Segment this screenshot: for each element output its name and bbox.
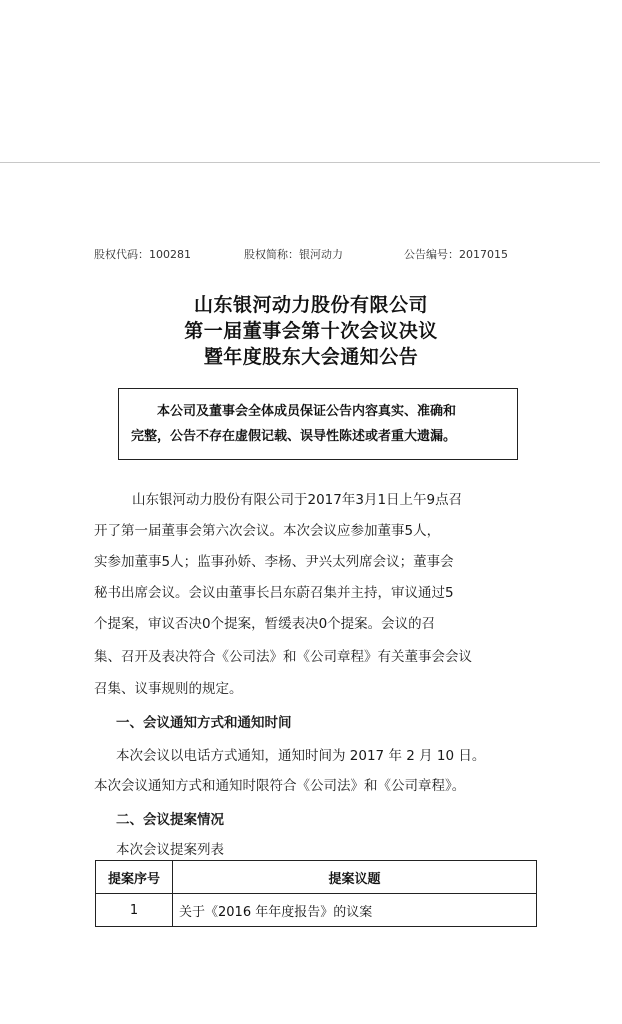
stock-short-name: 股权简称：银河动力 — [244, 248, 343, 261]
notice-box — [118, 388, 518, 460]
paragraph-line: 个提案，审议否决0个提案，暂缓表决0个提案。会议的召 — [94, 616, 436, 632]
stock-code: 股权代码：100281 — [94, 248, 191, 261]
proposal-table — [95, 860, 537, 927]
header-proposal-topic: 提案议题 — [173, 861, 537, 894]
section-2-heading: 二、会议提案情况 — [116, 812, 224, 828]
title-line-3: 暨年度股东大会通知公告 — [203, 346, 419, 368]
paragraph-line: 山东银河动力股份有限公司于2017年3月1日上午9点召 — [132, 492, 463, 508]
paragraph-line: 集、召开及表决符合《公司法》和《公司章程》有关董事会会议 — [94, 649, 472, 665]
paragraph-line: 召集、议事规则的规定。 — [94, 681, 243, 697]
paragraph-line: 秘书出席会议。会议由董事长吕东蔚召集并主持，审议通过5 — [94, 585, 454, 601]
title-line-2: 第一届董事会第十次会议决议 — [184, 320, 438, 342]
paragraph-line: 本次会议以电话方式通知，通知时间为 2017 年 2 月 10 日。 — [116, 748, 486, 764]
paragraph-line: 本次会议通知方式和通知时限符合《公司法》和《公司章程》。 — [94, 778, 466, 794]
table-row — [96, 894, 537, 927]
title-line-1: 山东银河动力股份有限公司 — [193, 294, 428, 316]
notice-line-1: 本公司及董事会全体成员保证公告内容真实、准确和 — [157, 404, 457, 419]
table-caption: 本次会议提案列表 — [116, 842, 224, 858]
announcement-number: 公告编号：2017015 — [404, 248, 508, 261]
document-header — [94, 246, 514, 262]
proposal-topic: 关于《2016 年年度报告》的议案 — [173, 894, 537, 927]
paragraph-line: 实参加董事5人；监事孙娇、李杨、尹兴太列席会议；董事会 — [94, 554, 454, 570]
paragraph-line: 开了第一届董事会第六次会议。本次会议应参加董事5人， — [94, 523, 441, 539]
scan-edge-line — [0, 162, 600, 163]
proposal-number: 1 — [96, 894, 173, 927]
table-header-row — [96, 861, 537, 894]
section-1-heading: 一、会议通知方式和通知时间 — [116, 715, 292, 731]
header-proposal-number: 提案序号 — [96, 861, 173, 894]
notice-line-2: 完整，公告不存在虚假记载、误导性陈述或者重大遗漏。 — [131, 429, 457, 444]
